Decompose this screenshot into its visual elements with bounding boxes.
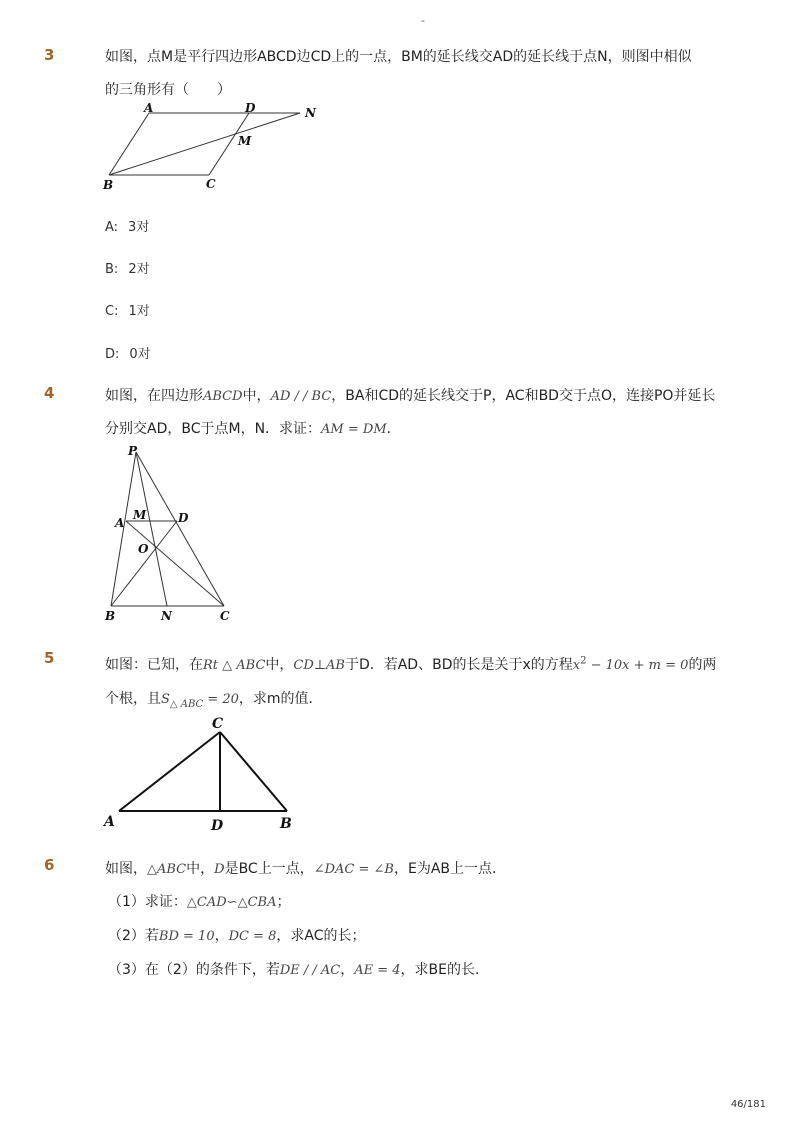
q5-math-s: S xyxy=(161,692,170,707)
q5-right-triangle-figure xyxy=(100,712,305,837)
q5-math-cd-perp-ab: CD⊥AB xyxy=(293,658,345,673)
q5-text-2b: ，求m的值． xyxy=(238,691,323,707)
q5-label-c: C xyxy=(212,716,224,732)
q4-label-d: D xyxy=(178,511,189,525)
q4-label-b: B xyxy=(105,609,116,623)
q5-text-2a: 个根，且 xyxy=(105,691,161,707)
question-number-5: 5 xyxy=(44,649,55,667)
q4-text-1c: ，BA和CD的延长线交于P，AC和BD交于点O，连接PO并延长 xyxy=(331,388,716,404)
q6-s1-text-a: （1）求证： xyxy=(108,894,187,910)
q3-label-m: M xyxy=(238,134,252,148)
q6-subquestion-2 xyxy=(108,925,366,945)
q6-s3-text-b: ， xyxy=(340,962,355,978)
q6-math-angle: ∠DAC = ∠B xyxy=(313,862,394,877)
q5-math-exponent: 2 xyxy=(580,655,587,667)
q6-text-1c: 是BC上一点， xyxy=(224,861,314,877)
q3-option-a[interactable] xyxy=(105,216,149,235)
q6-s3-math-de-parallel-ac: DE / / AC xyxy=(279,963,341,978)
q6-s3-math-ae: AE = 4 xyxy=(354,963,401,978)
q6-s1-math-similar: △CAD∽△CBA xyxy=(186,895,277,910)
q3-text-line-1: 如图，点M是平行四边形ABCD边CD上的一点，BM的延长线交AD的延长线于点N，则图中相似 xyxy=(105,49,692,65)
q3-parallelogram-figure xyxy=(100,100,330,195)
q3-text-line-2: 的三角形有（ ） xyxy=(105,82,231,98)
q4-math-ad-parallel-bc: AD / / BC xyxy=(270,389,332,404)
q3-label-d: D xyxy=(245,101,256,115)
question-number-4: 4 xyxy=(44,384,55,402)
q4-text-line-1 xyxy=(105,385,715,405)
q5-math-rt-abc: Rt △ ABC xyxy=(203,658,266,673)
q6-s3-text-c: ，求BE的长． xyxy=(400,962,489,978)
q5-math-area: = 20 xyxy=(203,692,239,707)
q5-math-equation: − 10x + m = 0 xyxy=(586,658,689,673)
q5-text-1d: 的两 xyxy=(688,657,717,673)
q6-s2-text-b: ， xyxy=(214,928,229,944)
q6-subquestion-1 xyxy=(108,891,290,911)
q4-text-1b: 中， xyxy=(242,388,271,404)
q6-subquestion-3 xyxy=(108,959,489,979)
q6-text-1d: ，E为AB上一点． xyxy=(393,861,507,877)
q3-option-b[interactable] xyxy=(105,258,150,277)
q5-text-1b: 中， xyxy=(265,657,294,673)
q3-option-d-letter: D: xyxy=(105,347,120,362)
q4-label-c: C xyxy=(220,609,230,623)
q3-option-c-text: 1对 xyxy=(128,304,150,319)
q6-text-1a: 如图， xyxy=(105,861,147,877)
q6-s2-math-bd: BD = 10 xyxy=(158,929,215,944)
header-dash: - xyxy=(421,14,425,27)
q4-text-2a: 分别交AD，BC于点M，N．求证： xyxy=(105,421,322,437)
q3-option-c[interactable] xyxy=(105,300,150,319)
q3-label-n: N xyxy=(305,106,316,120)
q4-text-2b: ． xyxy=(386,421,401,437)
question-number-6: 6 xyxy=(44,856,55,874)
q5-label-b: B xyxy=(280,816,292,832)
page-number: 46/181 xyxy=(730,1099,766,1110)
q5-math-subscript: △ ABC xyxy=(169,698,204,710)
q6-s2-text-a: （2）若 xyxy=(108,928,159,944)
q3-label-b: B xyxy=(103,178,114,192)
q3-option-a-text: 3对 xyxy=(128,220,150,235)
q4-quadrilateral-figure xyxy=(100,440,240,630)
q5-math-x: x xyxy=(572,658,581,673)
q5-text-1a: 如图：已知，在 xyxy=(105,657,203,673)
q4-label-o: O xyxy=(138,542,149,556)
q5-text-line-2 xyxy=(105,688,323,710)
q3-option-c-letter: C: xyxy=(105,304,119,319)
q3-option-d[interactable] xyxy=(105,343,151,362)
q4-math-abcd: ABCD xyxy=(203,389,243,404)
q4-label-m: M xyxy=(133,508,147,522)
q6-s3-text-a: （3）在（2）的条件下，若 xyxy=(108,962,280,978)
q5-text-line-1 xyxy=(105,654,716,674)
q3-label-a: A xyxy=(144,101,154,115)
q5-label-d: D xyxy=(211,818,224,834)
q4-text-1a: 如图，在四边形 xyxy=(105,388,203,404)
q4-math-am-dm: AM = DM xyxy=(321,422,387,437)
q5-label-a: A xyxy=(104,814,115,830)
q6-s2-text-c: ，求AC的长； xyxy=(276,928,366,944)
q4-label-p: P xyxy=(128,444,138,458)
q4-text-line-2 xyxy=(105,418,401,438)
q3-option-a-letter: A: xyxy=(105,220,119,235)
q4-label-n: N xyxy=(161,609,172,623)
q3-option-b-text: 2对 xyxy=(128,262,150,277)
q3-option-d-text: 0对 xyxy=(129,347,151,362)
q5-text-1c: 于D．若AD、BD的长是关于x的方程 xyxy=(344,657,573,673)
q6-math-triangle-abc: △ABC xyxy=(147,862,187,877)
q6-math-d: D xyxy=(214,862,225,877)
q6-text-1b: 中， xyxy=(186,861,215,877)
q6-s2-math-dc: DC = 8 xyxy=(228,929,277,944)
q3-label-c: C xyxy=(206,177,216,191)
q4-label-a: A xyxy=(115,516,125,530)
q6-text-line-1 xyxy=(105,858,506,878)
q3-option-b-letter: B: xyxy=(105,262,119,277)
q6-s1-text-b: ； xyxy=(276,894,291,910)
question-number-3: 3 xyxy=(44,46,55,64)
